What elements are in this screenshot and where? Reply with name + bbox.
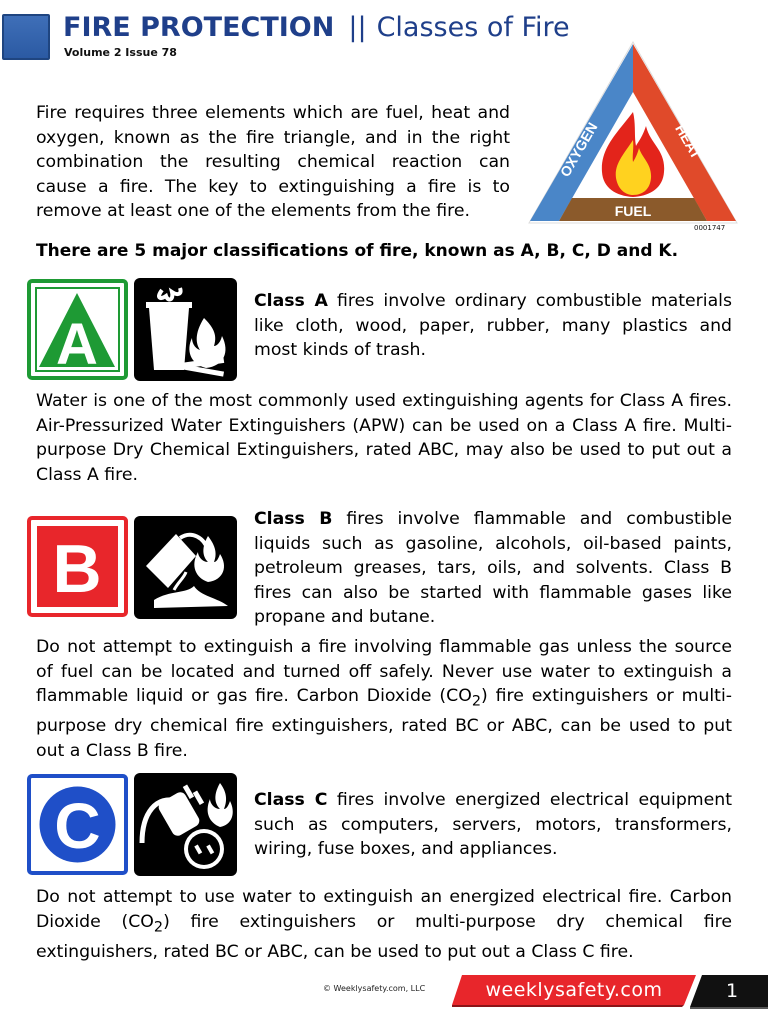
class-c-description: Class C fires involve energized electrical equipment such as computers, servers, motors, transformers, wiring, fuse boxes, and appliances. (254, 790, 732, 860)
flame-icon (194, 536, 224, 582)
page-title (63, 12, 570, 44)
triangle-oxygen-label: OXYGEN (556, 119, 601, 180)
class-a-letter: A (56, 312, 98, 377)
class-a-description: Class A fires involve ordinary combustible materials like cloth, wood, paper, rubber, many plastics and most kinds of trash. (254, 291, 732, 361)
class-c-paragraph: Do not attempt to use water to extinguish an energized electrical fire. Carbon Dioxide $(CO_2)$ fire extinguishers or multi-purpose dry chemical fire extinguishers, rated BC or ABC, can be used to put out a Class C fire. (36, 887, 732, 962)
footer-brand-link[interactable]: weeklysafety.com (485, 979, 663, 1001)
flame-icon (208, 783, 233, 827)
class-b-pictogram (134, 516, 237, 619)
class-b-description: Class B fires involve flammable and combustible liquids such as gasoline, alcohols, oil-based paints, petroleum greases, tars, oils, and solvents. Class B fires can also be started with flammable gases like propane and butane. (254, 509, 733, 628)
triangle-heat-label: HEAT (672, 121, 705, 162)
classifications-heading: There are 5 major classifications of fire, known as A, B, C, D and K. (36, 241, 679, 261)
issue-label: Volume 2 Issue 78 (64, 46, 177, 59)
page-number: 1 (725, 980, 739, 1002)
fire-triangle-illustration (526, 40, 740, 226)
image-code: 0001747 (694, 224, 726, 232)
title-main: FIRE PROTECTION (63, 12, 335, 43)
class-c-badge (27, 774, 128, 875)
electrical-plug-icon (157, 790, 202, 838)
header-accent-square (2, 14, 50, 60)
class-b-letter: B (52, 531, 102, 607)
class-a-pictogram (134, 278, 237, 381)
footer-copyright: © Weeklysafety.com, LLC (323, 984, 426, 993)
class-a-name: Class A (254, 291, 328, 311)
trash-can-icon (149, 308, 189, 370)
class-b-name: Class B (254, 509, 333, 529)
title-separator: || (348, 12, 367, 43)
triangle-fuel-label: FUEL (614, 203, 652, 219)
class-b-badge (27, 516, 128, 617)
class-c-letter: C (54, 790, 101, 862)
class-c-pictogram (134, 773, 237, 876)
intro-paragraph: Fire requires three elements which are fuel, heat and oxygen, known as the fire triangle, and in the right combination the resulting chemical reaction can cause a fire. The key to extinguishing a fire is to remove at least one of the elements from the fire. (36, 103, 510, 222)
class-a-badge (27, 279, 128, 380)
class-c-name: Class C (254, 790, 328, 810)
fuel-can-icon (146, 534, 196, 588)
class-a-paragraph: Water is one of the most commonly used extinguishing agents for Class A fires. Air-Pressurized Water Extinguishers (APW) can be used on a Class A fire. Multi-purpose Dry Chemical Extinguishers, rated ABC, may also be used to put out a Class A fire. (36, 391, 732, 485)
title-subtitle: Classes of Fire (376, 12, 570, 43)
class-b-paragraph: Do not attempt to extinguish a fire involving flammable gas unless the source of fuel can be located and turned off safely. Never use water to extinguish a flammable liquid or gas fire. Carbon Dioxide $(CO_2)$ fire extinguishers or multi-purpose dry chemical fire extinguishers, rated BC or ABC, can be used to put out a Class B fire. (36, 637, 732, 761)
